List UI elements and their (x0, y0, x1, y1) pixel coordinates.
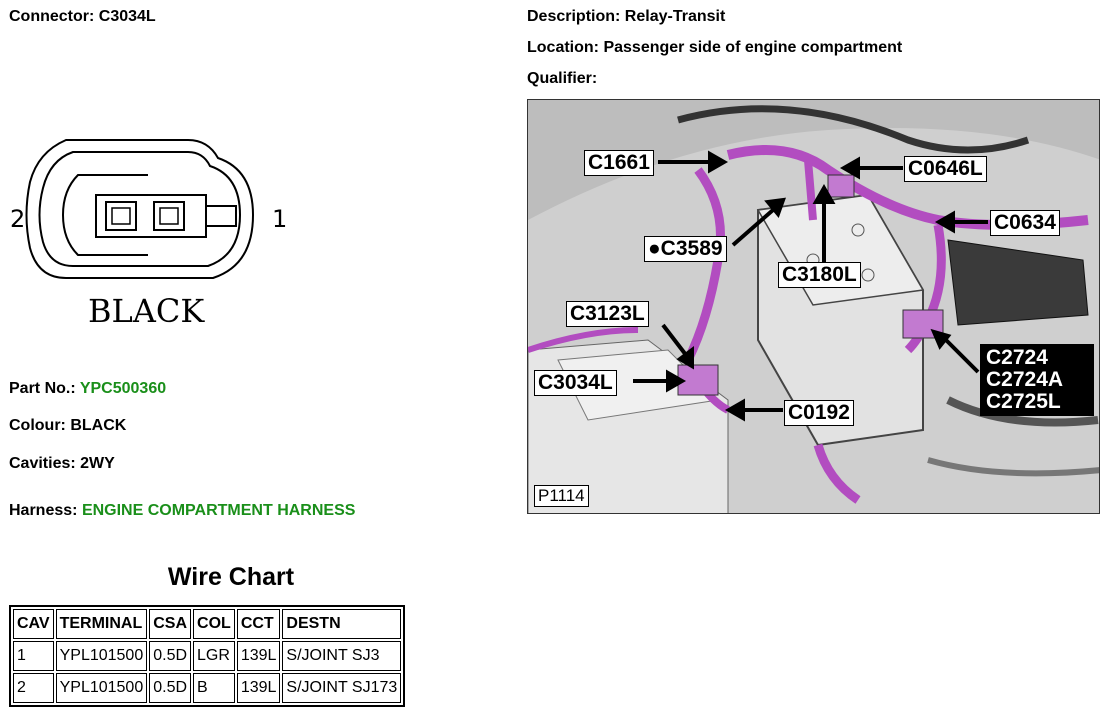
header-col: COL (193, 609, 235, 639)
location-value: Passenger side of engine compartment (603, 39, 903, 56)
part-no-label: Part No.: (9, 380, 76, 397)
callout-c0646l: C0646L (904, 156, 987, 182)
callout-c3034l: C3034L (534, 370, 617, 396)
callout-c1661: C1661 (584, 150, 654, 176)
colour-label: Colour: (9, 417, 66, 434)
wire-chart-title: Wire Chart (167, 563, 295, 591)
cell-cav: 2 (13, 673, 54, 703)
location-field (527, 39, 902, 57)
cell-col: B (193, 673, 235, 703)
cell-cav: 1 (13, 641, 54, 671)
part-no-field (9, 380, 166, 398)
colour-value: BLACK (70, 417, 127, 434)
header-terminal: TERMINAL (56, 609, 148, 639)
table-row (13, 673, 401, 703)
cavities-field (9, 455, 115, 473)
wire-chart-table (9, 605, 405, 707)
callout-c3180l: C3180L (778, 262, 861, 288)
harness-field (9, 502, 355, 520)
cell-terminal: YPL101500 (56, 641, 148, 671)
callout-c2724: C2724 (986, 346, 1048, 369)
description-field (527, 8, 725, 26)
connector-face-drawing (8, 130, 298, 335)
connector-value: C3034L (98, 8, 156, 25)
cell-destn: S/JOINT SJ173 (282, 673, 401, 703)
cell-cct: 139L (237, 641, 281, 671)
pin-2-label: 2 (10, 205, 26, 233)
location-illustration (527, 99, 1100, 514)
housing-colour-label: BLACK (88, 292, 205, 330)
harness-label: Harness: (9, 502, 78, 519)
header-destn: DESTN (282, 609, 401, 639)
description-label: Description: (527, 8, 621, 25)
qualifier-field (527, 70, 597, 88)
cell-col: LGR (193, 641, 235, 671)
wire-chart-header-row (13, 609, 401, 639)
callout-c0634: C0634 (990, 210, 1060, 236)
harness-link[interactable]: ENGINE COMPARTMENT HARNESS (81, 502, 356, 519)
cell-terminal: YPL101500 (56, 673, 148, 703)
callout-c3589: ●C3589 (644, 236, 727, 262)
photo-reference: P1114 (534, 485, 589, 507)
cavities-label: Cavities: (9, 455, 76, 472)
header-csa: CSA (149, 609, 191, 639)
callout-c3123l: C3123L (566, 301, 649, 327)
callout-c2724-group (980, 344, 1094, 416)
location-label: Location: (527, 39, 599, 56)
cell-cct: 139L (237, 673, 281, 703)
table-row (13, 641, 401, 671)
callout-c0192: C0192 (784, 400, 854, 426)
cavities-value: 2WY (80, 455, 115, 472)
connector-label: Connector: (9, 8, 95, 25)
connector-field (9, 8, 156, 26)
part-no-link[interactable]: YPC500360 (79, 380, 167, 397)
header-cct: CCT (237, 609, 281, 639)
callout-c2724a: C2724A (986, 368, 1064, 391)
description-value: Relay-Transit (624, 8, 726, 25)
pin-1-label: 1 (272, 205, 288, 233)
header-cav: CAV (13, 609, 54, 639)
cell-csa: 0.5D (149, 641, 191, 671)
cell-csa: 0.5D (149, 673, 191, 703)
colour-field (9, 417, 126, 435)
callout-c2725l: C2725L (986, 390, 1061, 413)
qualifier-label: Qualifier: (527, 70, 598, 87)
cell-destn: S/JOINT SJ3 (282, 641, 401, 671)
